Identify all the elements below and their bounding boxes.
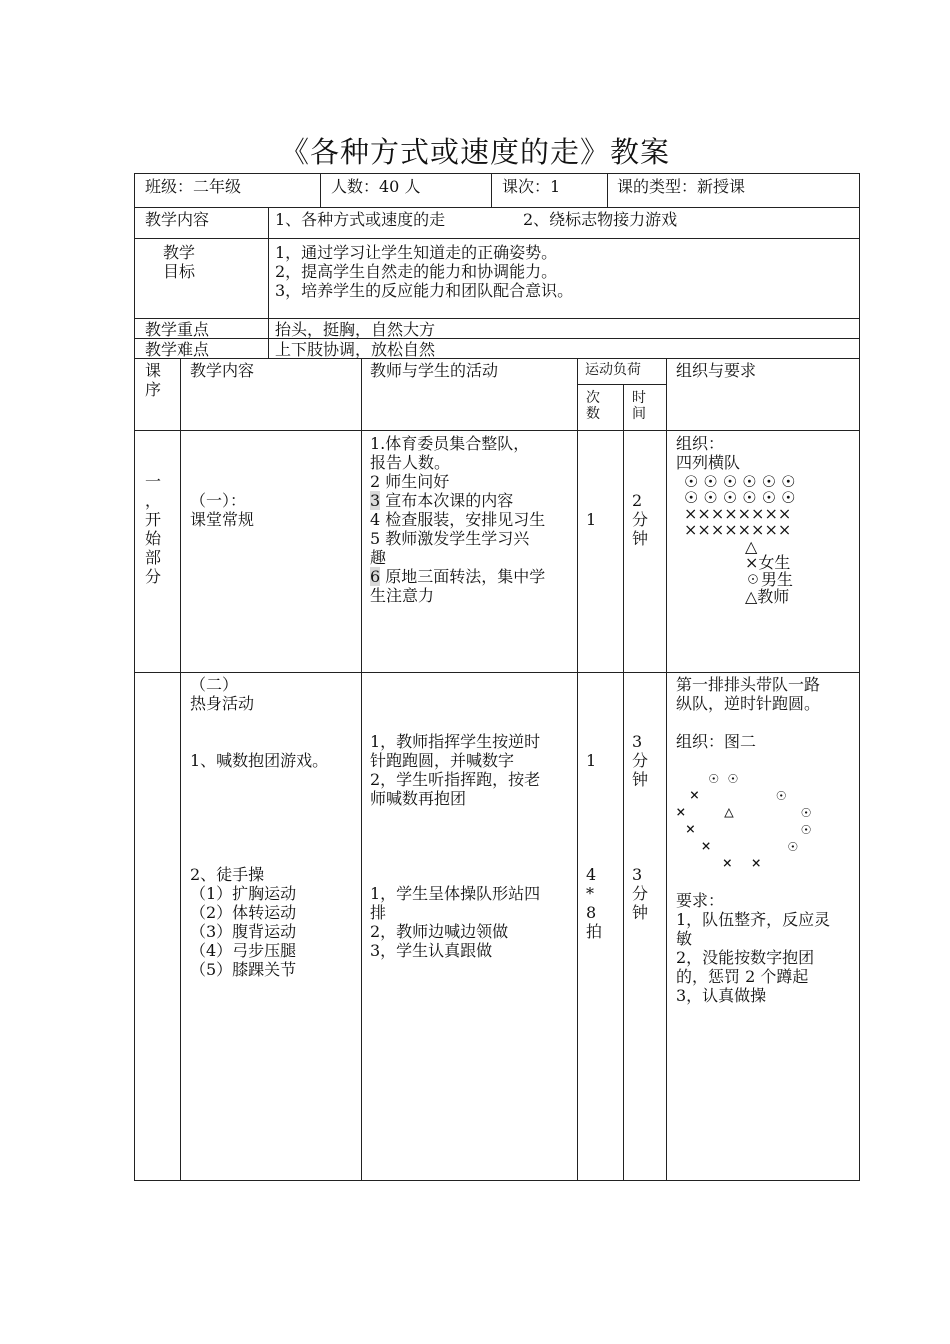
section1-activity — [370, 567, 545, 586]
section1-count: 1 — [586, 510, 597, 529]
col-divider — [268, 207, 269, 238]
header-seq: 课 — [145, 361, 162, 380]
difficulty-label: 教学难点 — [145, 340, 210, 359]
header-load: 运动负荷 — [585, 362, 641, 378]
header-org: 组织与要求 — [676, 361, 757, 380]
section2-activity: 针跑跑圆，并喊数字 — [370, 751, 515, 770]
col-divider — [623, 384, 624, 1181]
row-divider — [134, 207, 860, 208]
circle-diagram-row: × △ ☉ — [676, 802, 811, 821]
section2-activity: 2，学生听指挥跑，按老 — [370, 770, 541, 789]
section1-activity: 4 检查服装，安排见习生 — [370, 510, 546, 529]
section2-time: 钟 — [632, 903, 649, 922]
section2-activity: 1，学生呈体操队形站四 — [370, 884, 541, 903]
requirement-line: 1，队伍整齐，反应灵 — [676, 910, 831, 929]
col-divider — [666, 358, 667, 1181]
section1-seq: 部 — [145, 548, 162, 567]
section2-content: 热身活动 — [190, 694, 255, 713]
section1-content: （一）： — [190, 491, 247, 510]
teacher-marker: △ — [745, 537, 758, 556]
section1-activity: 2 师生问好 — [370, 472, 450, 491]
lesson-type-field: 课的类型：新授课 — [617, 177, 746, 196]
header-count: 次 — [586, 390, 600, 406]
section1-activity: 趣 — [370, 548, 387, 567]
content-label: 教学内容 — [145, 210, 210, 229]
class-field: 班级：二年级 — [145, 177, 242, 196]
requirement-line: 敏 — [676, 929, 693, 948]
col-divider — [361, 358, 362, 1181]
col-divider — [268, 238, 269, 358]
section1-org-formation: 四列横队 — [676, 453, 741, 472]
row-divider — [134, 238, 860, 239]
row-divider — [134, 338, 860, 339]
section2-activity: 排 — [370, 903, 387, 922]
page-title: 《各种方式或速度的走》教案 — [279, 135, 670, 169]
formation-row: ×××××××× — [684, 504, 792, 523]
section2-time: 钟 — [632, 770, 649, 789]
section2-time: 3 — [632, 732, 643, 751]
section2-content: 2、徒手操 — [190, 865, 265, 884]
col-divider — [607, 173, 608, 207]
section1-content: 课堂常规 — [190, 510, 255, 529]
row-divider — [134, 672, 860, 673]
row-divider — [134, 318, 860, 319]
col-divider — [320, 173, 321, 207]
section1-activity — [370, 491, 513, 510]
circle-diagram-row: × ☉ — [680, 785, 786, 804]
difficulty-text: 上下肢协调，放松自然 — [275, 340, 436, 359]
section1-time: 钟 — [632, 529, 649, 548]
header-time: 间 — [632, 406, 646, 422]
header-content: 教学内容 — [190, 361, 255, 380]
col-divider — [491, 173, 492, 207]
header-activities: 教师与学生的活动 — [370, 361, 499, 380]
section1-seq: 开 — [145, 510, 162, 529]
goals-label-1: 教学 — [163, 243, 196, 262]
section2-activity: 1，教师指挥学生按逆时 — [370, 732, 541, 751]
section2-content: 1、喊数抱团游戏。 — [190, 751, 329, 770]
section2-count: 拍 — [586, 922, 603, 941]
section2-count: 1 — [586, 751, 597, 770]
requirements-label: 要求： — [676, 891, 725, 910]
circle-diagram-row: × ☉ — [676, 819, 811, 838]
legend-teacher: △教师 — [745, 587, 790, 606]
section2-org: 纵队，逆时针跑圆。 — [676, 694, 821, 713]
section1-activity: 5 教师激发学生学习兴 — [370, 529, 530, 548]
key-label: 教学重点 — [145, 320, 210, 339]
section2-content: （二） — [190, 675, 239, 694]
legend-male: ☉男生 — [745, 570, 794, 589]
section1-activity: 报告人数。 — [370, 453, 451, 472]
section2-time: 3 — [632, 865, 643, 884]
activity-text: 原地三面转法，集中学 — [380, 567, 546, 586]
exercise-item: （4）弓步压腿 — [190, 941, 297, 960]
section1-seq: ， — [145, 491, 162, 510]
section2-activity: 2，教师边喊边领做 — [370, 922, 509, 941]
section2-time: 分 — [632, 884, 649, 903]
section1-activity: 1.体育委员集合整队， — [370, 434, 530, 453]
requirement-line: 的，惩罚 2 个蹲起 — [676, 967, 809, 986]
section2-count: * — [586, 884, 594, 903]
exercise-item: （5）膝踝关节 — [190, 960, 297, 979]
circle-diagram-row: ☉ ☉ — [680, 768, 738, 787]
section1-time: 2 — [632, 491, 643, 510]
section1-activity: 生注意力 — [370, 586, 435, 605]
section1-org-label: 组织： — [676, 434, 725, 453]
goals-label-2: 目标 — [163, 262, 196, 281]
header-time: 时 — [632, 390, 646, 406]
header-seq: 序 — [145, 380, 162, 399]
section2-time: 分 — [632, 751, 649, 770]
formation-row: ☉ ☉ ☉ ☉ ☉ ☉ — [684, 488, 796, 507]
section1-time: 分 — [632, 510, 649, 529]
circle-diagram-row: × × — [684, 853, 762, 872]
section2-org: 组织：图二 — [676, 732, 757, 751]
header-count: 数 — [586, 406, 600, 422]
section1-seq: 分 — [145, 567, 162, 586]
goal-line: 3，培养学生的反应能力和团队配合意识。 — [275, 281, 574, 300]
section2-count: 8 — [586, 903, 597, 922]
lesson-no-field: 课次：1 — [502, 177, 561, 196]
circle-diagram-row: × ☉ — [682, 836, 798, 855]
legend-female: ×女生 — [745, 553, 791, 572]
highlight-number: 6 — [370, 567, 381, 586]
row-divider — [134, 430, 860, 431]
section1-seq: 始 — [145, 529, 162, 548]
activity-text: 宣布本次课的内容 — [380, 491, 514, 510]
key-text: 抬头，挺胸，自然大方 — [275, 320, 436, 339]
content-item-1: 1、各种方式或速度的走 — [275, 210, 446, 229]
requirement-line: 2，没能按数字抱团 — [676, 948, 815, 967]
row-divider — [577, 384, 666, 385]
formation-row: ×××××××× — [684, 520, 792, 539]
section2-org: 第一排排头带队一路 — [676, 675, 821, 694]
formation-row: ☉ ☉ ☉ ☉ ☉ ☉ — [684, 472, 796, 491]
exercise-item: （2）体转运动 — [190, 903, 297, 922]
section1-seq: 一 — [145, 472, 162, 491]
content-item-2: 2、绕标志物接力游戏 — [523, 210, 678, 229]
col-divider — [577, 358, 578, 1181]
students-field: 人数：40 人 — [331, 177, 421, 196]
exercise-item: （1）扩胸运动 — [190, 884, 297, 903]
section2-activity: 3，学生认真跟做 — [370, 941, 493, 960]
exercise-item: （3）腹背运动 — [190, 922, 297, 941]
section2-count: 4 — [586, 865, 597, 884]
goal-line: 1，通过学习让学生知道走的正确姿势。 — [275, 243, 558, 262]
col-divider — [180, 358, 181, 1181]
goal-line: 2，提高学生自然走的能力和协调能力。 — [275, 262, 558, 281]
highlight-number: 3 — [370, 491, 381, 510]
requirement-line: 3，认真做操 — [676, 986, 767, 1005]
section2-activity: 师喊数再抱团 — [370, 789, 467, 808]
